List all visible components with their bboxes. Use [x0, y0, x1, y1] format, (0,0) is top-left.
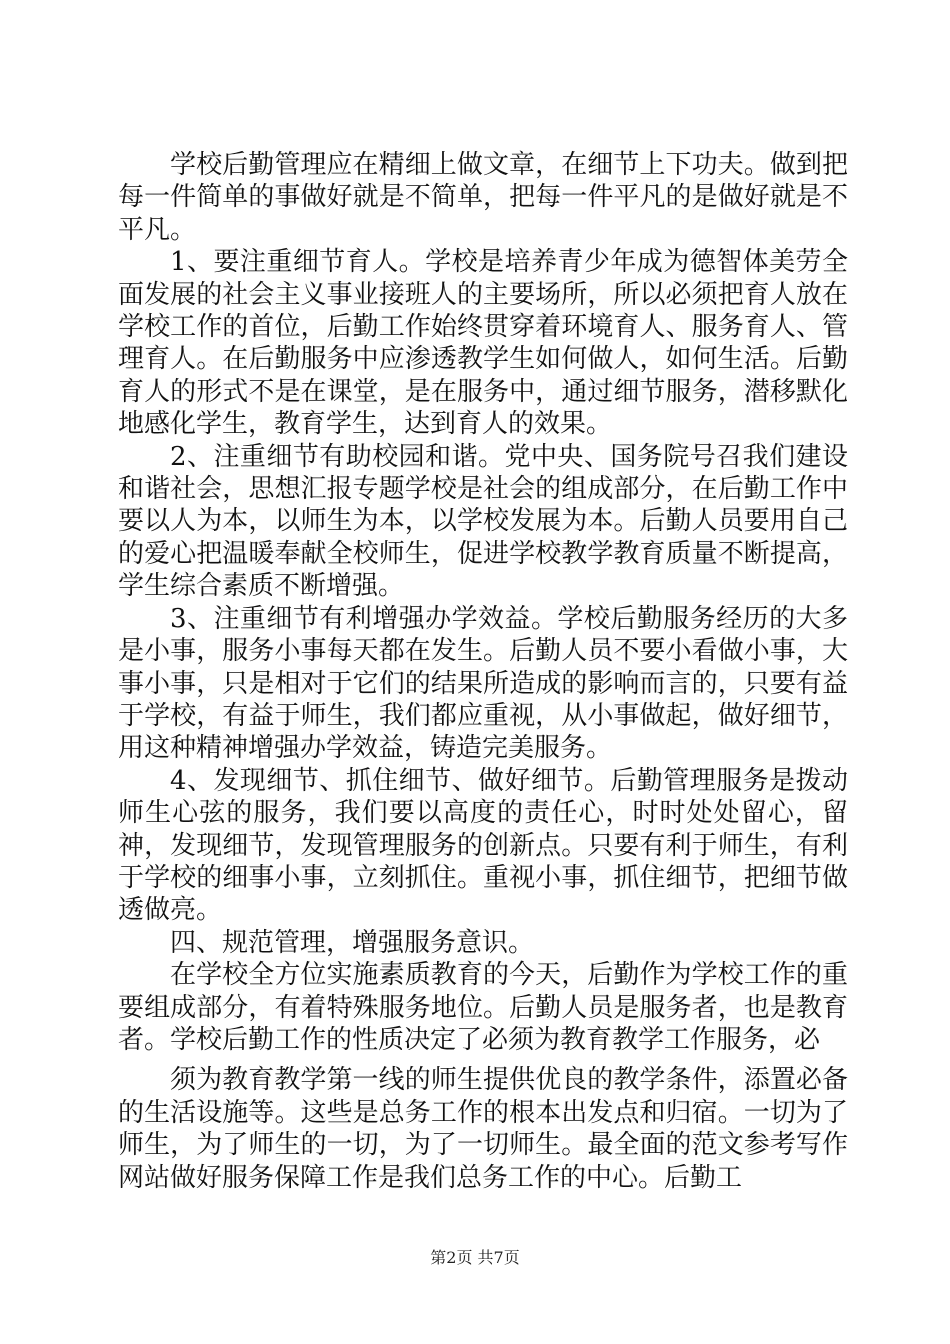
paragraph-section-4-body: 在学校全方位实施素质教育的今天，后勤作为学校工作的重要组成部分，有着特殊服务地位。后勤人员是服务者，也是教育者。学校后勤工作的性质决定了必须为教育教学工作服务，必	[118, 960, 848, 1055]
paragraph-point-4: 4、发现细节、抓住细节、做好细节。后勤管理服务是拨动师生心弦的服务，我们要以高度的责任心，时时处处留心，留神，发现细节，发现管理服务的创新点。只要有利于师生，有利于学校的细事小事，立刻抓住。重视小事，抓住细节，把细节做透做亮。	[118, 765, 848, 926]
paragraph-point-1: 1、要注重细节育人。学校是培养青少年成为德智体美劳全面发展的社会主义事业接班人的主要场所，所以必须把育人放在学校工作的首位，后勤工作始终贯穿着环境育人、服务育人、管理育人。在后勤服务中应渗透教学生如何做人，如何生活。后勤育人的形式不是在课堂，是在服务中，通过细节服务，潜移默化地感化学生，教育学生，达到育人的效果。	[118, 247, 848, 440]
paragraph-intro: 学校后勤管理应在精细上做文章，在细节上下功夫。做到把每一件简单的事做好就是不简单，把每一件平凡的是做好就是不平凡。	[118, 150, 848, 245]
paragraph-point-2: 2、注重细节有助校园和谐。党中央、国务院号召我们建设和谐社会，思想汇报专题学校是社会的组成部分，在后勤工作中要以人为本，以师生为本，以学校发展为本。后勤人员要用自己的爱心把温暖奉献全校师生，促进学校教学教育质量不断提高，学生综合素质不断增强。	[118, 441, 848, 602]
paragraph-continuation: 须为教育教学第一线的师生提供优良的教学条件，添置必备的生活设施等。这些是总务工作的根本出发点和归宿。一切为了师生，为了师生的一切，为了一切师生。最全面的范文参考写作网站做好服务保障工作是我们总务工作的中心。后勤工	[118, 1065, 848, 1193]
page-number: 第2页 共7页	[430, 1248, 520, 1267]
document-body	[118, 149, 848, 1194]
section-heading-4: 四、规范管理，增强服务意识。	[170, 927, 535, 958]
paragraph-point-3: 3、注重细节有利增强办学效益。学校后勤服务经历的大多是小事，服务小事每天都在发生。后勤人员不要小看做小事，大事小事，只是相对于它们的结果所造成的影响而言的，只要有益于学校，有益于师生，我们都应重视，从小事做起，做好细节，用这种精神增强办学效益，铸造完美服务。	[118, 603, 848, 764]
